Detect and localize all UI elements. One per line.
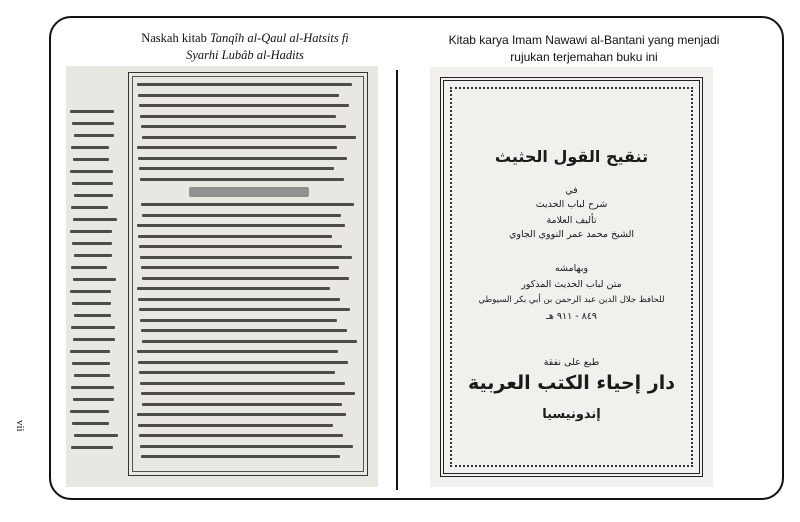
manuscript-margin-line [73,158,109,161]
manuscript-text-line [138,235,332,238]
manuscript-text-line [138,157,347,160]
right-caption [424,32,744,66]
cover-author-label: تأليف العلامة [546,215,597,226]
manuscript-text-line [137,224,345,227]
manuscript-text-line [137,83,352,86]
manuscript-text-line [137,413,346,416]
left-caption-prefix: Naskah kitab [141,31,210,45]
cover-commentary: متن لباب الحديث المذكور [521,279,622,290]
manuscript-text-line [142,340,357,343]
manuscript-margin-line [70,110,114,113]
manuscript-text-line [139,434,343,437]
cover-author: الشيخ محمد عمر النووي الجاوي [508,229,635,240]
manuscript-margin-line [72,122,114,125]
manuscript-margin-line [72,182,113,185]
manuscript-text-line [139,371,335,374]
manuscript-margin-line [70,410,109,413]
manuscript-text-line [141,266,339,269]
manuscript-text-line [141,455,340,458]
cover-publisher: دار إحياء الكتب العربية [467,372,676,394]
manuscript-margin-line [73,218,117,221]
manuscript-text-line [142,214,341,217]
manuscript-text-line [138,424,333,427]
right-caption-line1: Kitab karya Imam Nawawi al-Bantani yang menjadi [448,33,720,47]
manuscript-margin-line [73,338,115,341]
manuscript-text-line [142,136,356,139]
manuscript-text-line [139,245,342,248]
manuscript-text-line [138,298,340,301]
manuscript-text-line [140,256,352,259]
book-cover-scan [430,67,713,487]
manuscript-main-text [128,72,368,476]
manuscript-text-line [142,403,342,406]
cover-country: إندونيسيا [542,407,601,422]
manuscript-scan [66,66,378,487]
manuscript-margin-line [73,398,114,401]
manuscript-margin-line [74,374,110,377]
manuscript-text-line [141,203,354,206]
manuscript-text-line [140,319,337,322]
manuscript-margin-line [71,386,114,389]
manuscript-margin-line [70,230,112,233]
manuscript-text-line [138,361,348,364]
manuscript-text-line [141,125,346,128]
manuscript-text-line [141,392,355,395]
manuscript-text-line [142,277,349,280]
manuscript-text-line [137,287,330,290]
manuscript-margin-line [72,302,111,305]
manuscript-margin-line [73,278,116,281]
manuscript-text-line [139,167,334,170]
cover-commentary-author: للحافظ جلال الدين عبد الرحمن بن أبي بكر السيوطي [478,295,665,305]
manuscript-text-line [140,445,353,448]
manuscript-margin-line [70,170,113,173]
page-number: vii [14,420,26,432]
manuscript-margin-line [71,266,107,269]
manuscript-margin-line [74,314,111,317]
right-caption-line2: rujukan terjemahan buku ini [510,50,658,64]
manuscript-margin-line [74,434,118,437]
manuscript-text-line [141,329,347,332]
manuscript-margin-line [71,326,115,329]
manuscript-margin-line [72,362,110,365]
manuscript-text-line [140,382,345,385]
left-caption-title: Tanqîh al-Qaul al-Hatsits fi [209,31,349,45]
manuscript-margin-line [71,446,113,449]
cover-printed-by: طبع على نفقة [543,357,600,368]
manuscript-margin-line [74,254,112,257]
manuscript-margin-line [74,134,114,137]
manuscript-margin-line [70,350,110,353]
manuscript-margin-notes [70,106,124,466]
cover-subtitle-fi: في [565,185,578,196]
manuscript-chapter-heading [189,187,309,197]
manuscript-margin-line [71,206,108,209]
manuscript-margin-line [74,194,113,197]
left-caption [110,30,380,64]
manuscript-text-line [137,146,337,149]
manuscript-text-line [140,115,336,118]
manuscript-margin-line [70,290,111,293]
manuscript-text-line [139,104,349,107]
manuscript-margin-line [72,422,109,425]
cover-subtitle: شرح لباب الحديث [535,199,608,210]
manuscript-margin-line [71,146,109,149]
manuscript-text-line [137,350,338,353]
manuscript-text-line [139,308,350,311]
cover-dates: ٨٤٩ - ٩١١ هـ [546,311,597,322]
manuscript-margin-line [72,242,112,245]
left-caption-title-line2: Syarhi Lubâb al-Hadits [186,48,304,62]
cover-with-margin: وبهامشه [554,263,589,274]
manuscript-text-line [140,178,344,181]
cover-title: تنقيح القول الحثيث [494,147,649,166]
manuscript-text-line [138,94,339,97]
column-divider [396,70,398,490]
